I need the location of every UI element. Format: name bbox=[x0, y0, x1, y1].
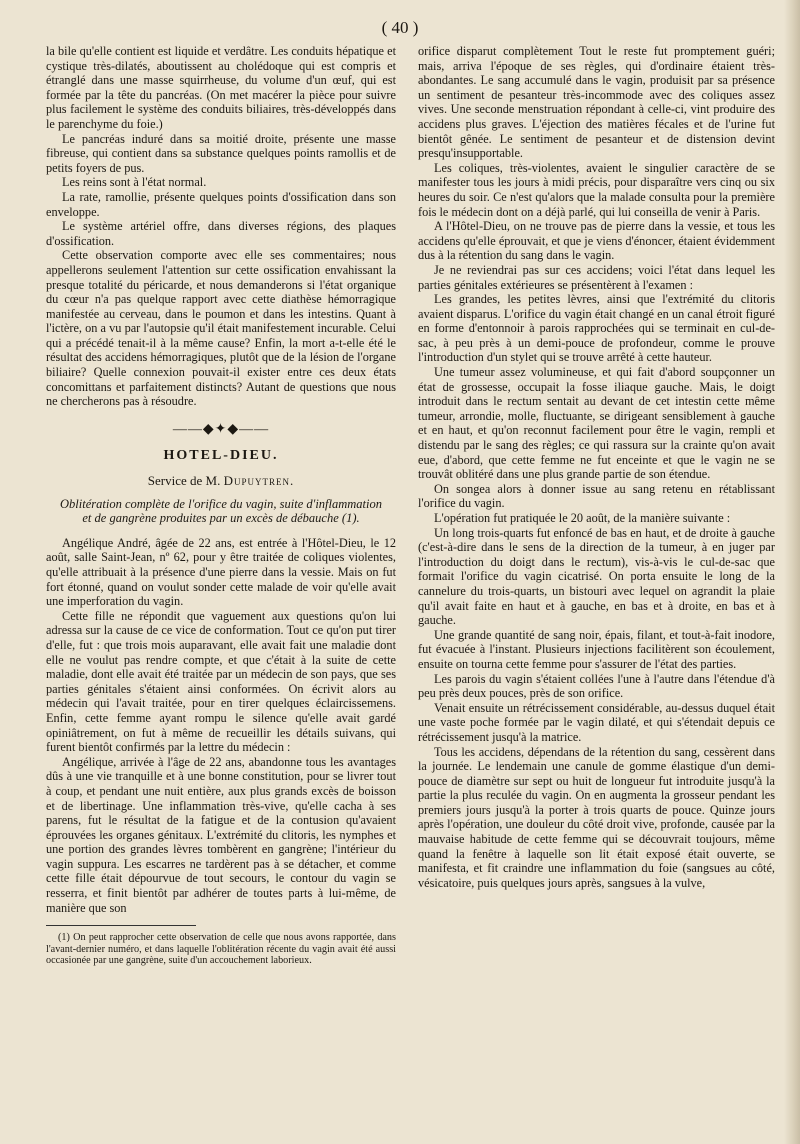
service-prefix: Service de M. bbox=[147, 473, 221, 489]
paragraph: Je ne reviendrai pas sur ces accidens; voici l'état dans lequel les parties génitales extérieures se présentèrent à l'examen : bbox=[418, 262, 775, 292]
paragraph: Les grandes, les petites lèvres, ainsi que l'extrémité du clitoris avaient disparus. L'orifice du vagin était changé en un canal étroit figuré en forme d'entonnoir à parois rapprochées qui se terminait en cul-de-sac, à peu près à un demi-pouce de profondeur, comme le prouve l'introduction d'un stylet qui se trouve arrêté à cette hauteur. bbox=[418, 292, 775, 365]
paragraph: Le système artériel offre, dans diverses régions, des plaques d'ossification. bbox=[46, 219, 396, 248]
right-column bbox=[418, 44, 775, 890]
section-title: HOTEL-DIEU. bbox=[163, 448, 279, 464]
service-surgeon-name: Dupuytren. bbox=[223, 473, 295, 489]
paragraph: Le pancréas induré dans sa moitié droite, présente une masse fibreuse, qui contient dans sa substance quelques points ramollis et de petits foyers de pus. bbox=[46, 131, 396, 175]
paragraph: A l'Hôtel-Dieu, on ne trouve pas de pierre dans la vessie, et tous les accidens qu'elle éprouvait, et que je viens d'énoncer, étaient évidemment dus à la rétention du sang dans le vagin. bbox=[418, 219, 775, 263]
footnote-divider bbox=[46, 925, 196, 926]
footnote: (1) On peut rapprocher cette observation de celle que nous avons rapportée, dans l'avant-dernier numéro, et dans laquelle l'oblitération récente du vagin avait été aussi occasionée par une gangrène, suite d'un accouchement laborieux. bbox=[46, 932, 396, 967]
paragraph: Un long trois-quarts fut enfoncé de bas en haut, et de droite à gauche (c'est-à-dire dans le sens de la direction de la tumeur, à en juger par l'introduction du doigt dans le rectum), vis-à-vis le cul-de-sac que formait l'orifice du vagin cicatrisé. On porta ensuite le long de la cannelure du trois-quarts, un bistouri avec lequel on agrandit la plaie qu'il avait faite en haut et à gauche, en bas et à droite, en bas et à gauche. bbox=[418, 525, 775, 628]
service-heading bbox=[46, 474, 396, 489]
paragraph: orifice disparut complètement Tout le reste fut promptement guéri; mais, arriva l'époque de ses règles, qui d'ordinaire étaient très-abondantes. Le sang accumulé dans le vagin, produisit par sa présence un sentiment de pesanteur très-incommode avec des coliques assez vives. Une seconde menstruation répondant à celle-ci, vint produire des accidens plus graves. L'éjection des matières fécales et de l'urine fut bientôt gênée. Le sentiment de pesanteur et de distension devint presqu'insupportable. bbox=[418, 44, 775, 161]
paragraph: L'opération fut pratiquée le 20 août, de la manière suivante : bbox=[434, 511, 731, 525]
page-number: ( 40 ) bbox=[381, 18, 419, 37]
paragraph: Cette fille ne répondit que vaguement aux questions qu'on lui adressa sur la cause de ce vice de conformation. Tout ce qu'on put tirer d'elle, fut : que trois mois auparavant, elle avait fait une maladie dont elle ne voulut pas rendre compte, et que c'était à la suite de cette maladie, dont elle avait été traitée par un médecin de son pays, que ses parties génitales s'étaient ainsi conformées. On écrivit alors au médecin qui l'avait traitée, pour en tirer quelques éclaircissemens. Enfin, cette femme ayant rompu le silence qu'elle avait gardé opiniâtrement, on fut à même de recueillir les détails suivans, qui furent bientôt confirmés par la lettre du médecin : bbox=[46, 608, 396, 755]
paragraph: Les reins sont à l'état normal. bbox=[62, 175, 207, 190]
paragraph: On songea alors à donner issue au sang retenu en rétablissant l'orifice du vagin. bbox=[418, 481, 775, 511]
paragraph: Venait ensuite un rétrécissement considérable, au-dessus duquel était une vaste poche formée par le vagin dilaté, et qui s'étendait depuis ce rétrécissement jusqu'à la matrice. bbox=[418, 700, 775, 744]
paragraph: la bile qu'elle contient est liquide et verdâtre. Les conduits hépatique et cystique très-dilatés, aboutissent au cholédoque qui est compris et étranglé dans une masse squirrheuse, du volume d'un œuf, qui est formée par la tête du pancréas. (On met macérer la pièce pour suivre plus facilement le système des conduits biliaires, très-développés dans le parenchyme du foie.) bbox=[46, 44, 396, 131]
paragraph: Tous les accidens, dépendans de la rétention du sang, cessèrent dans la journée. Le lendemain une canule de gomme élastique d'un demi-pouce de diamètre sur sept ou huit de longueur fut introduite jusqu'à la partie la plus reculée du vagin. On en augmenta la grosseur pendant les premiers jours jusqu'à la porter à trois quarts de pouce. Quinze jours après l'opération, une douleur du côté droit vive, profonde, causée par la mauvaise habitude de cette femme qui se découvrait toujours, même quand la fenêtre à laquelle son lit était exposé était ouverte, se manifesta, et fit craindre une inflammation du foie (sangsues au côté, vésicatoire, puis quelques jours après, sangsues à la vulve, bbox=[418, 744, 775, 890]
paragraph: Une tumeur assez volumineuse, et qui fait d'abord soupçonner un état de grossesse, occupait la fosse iliaque gauche. Mais, le doigt introduit dans le rectum sentait au devant de cet intestin cette même tumeur, arrondie, molle, fluctuante, se dirigeant sensiblement à gauche et en haut, et qu'on reconnut facilement pour être le vagin, rempli et distendu par le sang des règles; ce qui rassura sur la crainte qu'on avait eue, d'abord, que cette femme ne fut enceinte et que le vagin ne se trouvât oblitéré dans une plus grande partie de son étendue. bbox=[418, 365, 775, 482]
paragraph: Les parois du vagin s'étaient collées l'une à l'autre dans l'étendue d'à peu près deux pouces, près de son orifice. bbox=[418, 671, 775, 701]
paragraph: Angélique André, âgée de 22 ans, est entrée à l'Hôtel-Dieu, le 12 août, salle Saint-Jean, nº 62, pour y être traitée de coliques violentes, qu'elle attribuait à la présence d'une pierre dans la vessie. Mais on fut fort étonné, quand on voulut sonder cette malade de voir qu'elle avait une imperforation du vagin. bbox=[46, 535, 396, 609]
paragraph: Angélique, arrivée à l'âge de 22 ans, abandonne tous les avantages dûs à une vie tranquille et à une bonne constitution, pour se livrer tout à coup, et pendant une nuit entière, aux plus grands excès de boisson et de libertinage. Une inflammation très-vive, qu'elle cacha à ses parens, fut le résultat de la fatigue et de la contusion qu'avaient éprouvées les organes génitaux. L'extrémité du clitoris, les nymphes et une portion des grandes lèvres tombèrent en gangrène; l'intérieur du vagin suppura. Les escarres ne tardèrent pas à se détacher, et comme cette fille était dépourvue de tout secours, le contour du vagin se resserra, et finit bientôt par adhérer de toutes parts à lui-même, de manière que son bbox=[46, 754, 396, 915]
case-title: Oblitération complète de l'orifice du vagin, suite d'inflammation et de gangrène produites par un excès de débauche (1). bbox=[60, 496, 382, 526]
paragraph: Une grande quantité de sang noir, épais, filant, et tout-à-fait inodore, fut évacuée à l'instant. Plusieurs injections facilitèrent son écoulement, ensuite on tourna cette femme pour s'assurer de l'état des parties. bbox=[418, 627, 775, 671]
left-column bbox=[46, 44, 396, 967]
paragraph: Les coliques, très-violentes, avaient le singulier caractère de se manifester tous les jours à midi précis, pour disparaître vers cinq ou six heures du soir. Ce n'est qu'alors que la malade consulta pour la première fois le médecin dont on a déjà parlé, qui lui conseilla de venir à Paris. bbox=[418, 160, 775, 219]
paragraph: La rate, ramollie, présente quelques points d'ossification dans son enveloppe. bbox=[46, 189, 396, 219]
paragraph: Cette observation comporte avec elle ses commentaires; nous appellerons seulement l'attention sur cette ossification envahissant la presque totalité du péricarde, et nous demanderons si l'état organique du cœur n'a pas quelque rapport avec cette diathèse hémorragique manifestée au cerveau, dans le poumon et dans les intestins. Quant à l'ictère, on a vu par l'autopsie qu'il était manifestement incurable. Celui qui a précédé tenait-il à la même cause? Enfin, la mort a-t-elle été le résultat des accidens hémorragiques, plutôt que de la lésion de l'organe biliaire? Quelle connexion pouvait-il exister entre ces deux états concomittans et parfaitement distincts? Autant de questions que nous ne chercherons pas à résoudre. bbox=[46, 248, 396, 409]
section-divider-ornament: ——◆✦◆—— bbox=[172, 421, 270, 437]
page-edge-shadow bbox=[784, 0, 800, 1144]
